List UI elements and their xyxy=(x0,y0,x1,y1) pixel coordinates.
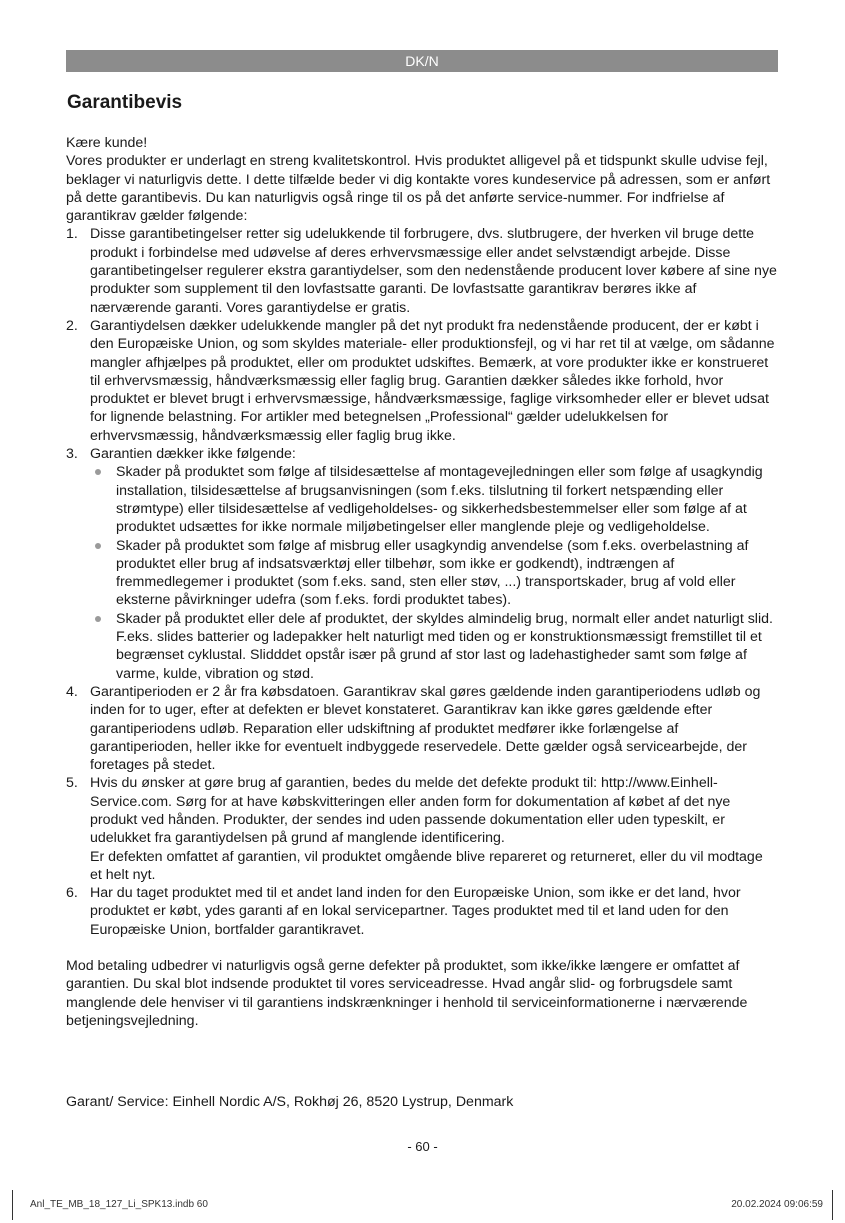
page-title: Garantibevis xyxy=(67,92,183,113)
item-text: Garantiperioden er 2 år fra købsdatoen. Garantikrav skal gøres gældende inden garantiperiodens udløb og inden for to uger, efter at defekten er blevet konstateret. Garantikrav kan ikke gøres gældende efter garantiperiodens udløb. Reparation eller udskiftning af produktet medfører ikke forlængelse af garantiperioden, heller ikke for eventuelt indbyggede reservedele. Dette gælder også servicearbejde, der foretages på stedet. xyxy=(90,683,761,774)
item-text: Har du taget produktet med til et andet land inden for den Europæiske Union, som ikke er det land, hvor produktet er købt, ydes garanti af en lokal servicepartner. Tages produktet med til et land uden for den Europæiske Union, bortfalder garantikravet. xyxy=(90,885,741,938)
closing-paragraph: Mod betaling udbedrer vi naturligvis også gerne defekter på produktet, som ikke/ikke længere er omfattet af garantien. Du skal blot indsende produktet til vores serviceadresse. Hvad angår slid- og forbrugsdele samt manglende dele henviser vi til garantiens indskrænkninger i henhold til serviceinformationerne i nærværende betjeningsvejledning. xyxy=(66,958,748,1029)
intro-paragraph: Vores produkter er underlagt en streng kvalitetskontrol. Hvis produktet alligevel på et tidspunkt skulle udvise fejl, beklager vi naturligvis dette. I dette tilfælde beder vi dig kontakte vores kundeservice på adressen, som er anført på dette garantibevis. Du kan naturligvis også ringe til os på det anførte service-nummer. For indfrielse af garantikrav gælder følgende: xyxy=(66,153,771,225)
list-item xyxy=(66,445,778,683)
warranty-body xyxy=(66,134,778,1030)
item-number: 5. xyxy=(66,775,78,792)
crop-mark-left xyxy=(12,1190,13,1220)
exclusion-list xyxy=(90,463,778,683)
spacer xyxy=(66,939,778,957)
print-timestamp: 20.02.2024 09:06:59 xyxy=(731,1199,823,1210)
list-item xyxy=(66,225,778,316)
item-number: 4. xyxy=(66,683,78,700)
item-text: Hvis du ønsker at gøre brug af garantien, bedes du melde det defekte produkt til: http://www.Einhell-Service.com. Sørg for at have købskvitteringen eller anden form for dokumentation af købet af det nye produkt ved hånden. Produkter, der sendes ind uden passende dokumentation eller uden typeskilt, er udelukket fra garantiydelsen på grund af manglende identificering. xyxy=(90,775,731,847)
bullet-dot-icon xyxy=(95,616,101,622)
crop-mark-right xyxy=(832,1190,833,1220)
list-item xyxy=(66,317,778,445)
item-text: Disse garantibetingelser retter sig udelukkende til forbrugere, dvs. slutbrugere, der hverken vil bruge dette produkt i forbindelse med udøvelse af deres erhvervsmæssige eller andet selvstændigt arbejde. Disse garantibetingelser regulerer ekstra garantiydelser, som den nedenstående producent lover købere af sine nye produkter som supplement til den lovfastsatte garanti. De lovfastsatte garantikrav berøres ikke af nærværende garanti. Vores garantiydelse er gratis. xyxy=(90,226,777,316)
bullet-text: Skader på produktet som følge af tilsidesættelse af montagevejledningen eller som følge af usagkyndig installation, tilsidesættelse af brugsanvisningen (som f.eks. tilslutning til forkert netspænding eller strømtype) eller tilsidesættelse af vedligeholdelses- og sikkerhedsbestemmelser eller som følge af at produktet udsættes for ikke normale miljøbetingelser eller manglende pleje og vedligeholdelse. xyxy=(116,464,763,536)
bullet-item xyxy=(90,537,778,610)
bullet-dot-icon xyxy=(95,543,101,549)
item-number: 3. xyxy=(66,446,78,463)
bullet-item xyxy=(90,610,778,683)
list-item xyxy=(66,774,778,884)
list-item xyxy=(66,884,778,939)
bullet-item xyxy=(90,463,778,536)
item-number: 2. xyxy=(66,317,78,334)
language-header-bar: DK/N xyxy=(66,50,778,72)
bullet-text: Skader på produktet som følge af misbrug eller usagkyndig anvendelse (som f.eks. overbelastning af produktet eller brug af indsatsværktøj eller tilbehør, som ikke er godkendt), indtrængen af fremmedlegemer i produktet (som f.eks. sand, sten eller støv, ...) transportskader, brug af vold eller eksterne påvirkninger udefra (som f.eks. fordi produktet tabes). xyxy=(116,537,749,609)
page-number: - 60 - xyxy=(407,1139,438,1154)
greeting: Kære kunde! xyxy=(66,135,148,151)
item-number: 6. xyxy=(66,885,78,902)
print-file-label: Anl_TE_MB_18_127_Li_SPK13.indb 60 xyxy=(30,1199,208,1210)
bullet-dot-icon xyxy=(95,469,101,475)
bullet-text: Skader på produktet eller dele af produktet, der skyldes almindelig brug, normalt eller andet naturligt slid. F.eks. slides batterier og ladepakker helt naturligt med tiden og er konstruktionsmæssigt fremstillet til et begrænset cyklustal. Slidddet opstår især på grund af stor last og ladehastigheder samt som følge af varme, kulde, vibration og stød. xyxy=(116,610,773,682)
item-text-continued: Er defekten omfattet af garantien, vil produktet omgående blive repareret og returneret, eller du vil modtage et helt nyt. xyxy=(90,848,763,883)
item-text: Garantien dækker ikke følgende: xyxy=(90,446,296,463)
guarantor-address: Garant/ Service: Einhell Nordic A/S, Rokhøj 26, 8520 Lystrup, Denmark xyxy=(66,1094,514,1110)
list-item xyxy=(66,683,778,774)
item-number: 1. xyxy=(66,226,78,243)
item-text: Garantiydelsen dækker udelukkende mangler på det nyt produkt fra nedenstående producent, der er købt i den Europæiske Union, og som skyldes materiale- eller produktionsfejl, og vi har ret til at vælge, om sådanne mangler afhjælpes på produktet, eller om produktet udskiftes. Bemærk, at vore produkter ikke er konstrueret til erhvervsmæssig, håndværksmæssig eller faglig brug. Garantien dækker således ikke forhold, hvor produktet er blevet brugt i erhvervsmæssige, håndværksmæssige, faglige virksomheder eller er blevet udsat for lignende belastning. For artikler med betegnelsen „Professional“ gælder udelukkelsen for erhvervsmæssig, håndværksmæssig eller faglig brug ikke. xyxy=(90,317,775,444)
